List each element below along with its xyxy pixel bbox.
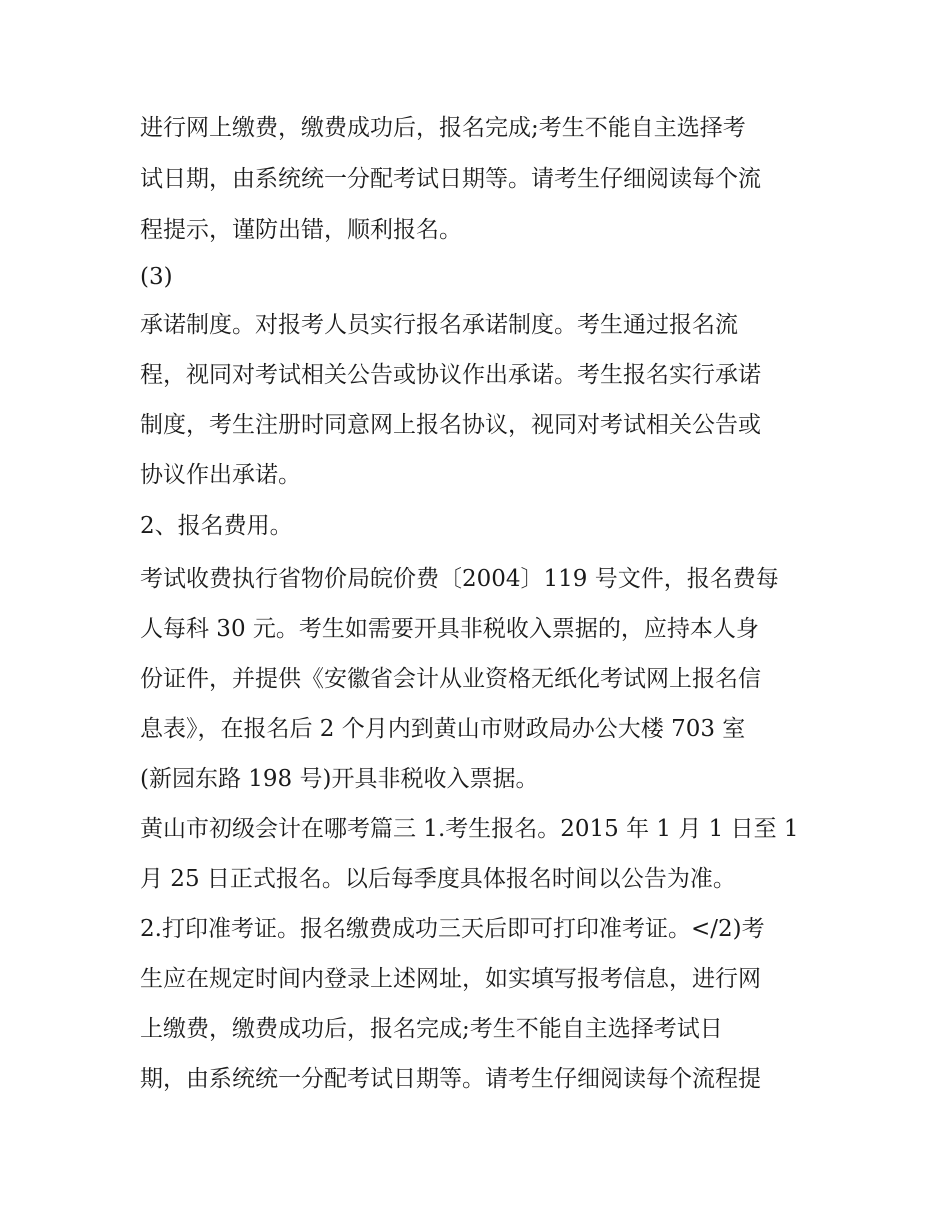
text-line: 程，视同对考试相关公告或协议作出承诺。考生报名实行承诺 [140,362,761,388]
text-line: 份证件，并提供《安徽省会计从业资格无纸化考试网上报名信 [140,666,761,692]
text-line: 承诺制度。对报考人员实行报名承诺制度。考生通过报名流 [140,312,738,338]
text-line: 黄山市初级会计在哪考篇三 1.考生报名。2015 年 1 月 1 日至 1 [140,816,799,842]
text-line: 2.打印准考证。报名缴费成功三天后即可打印准考证。</2)考 [140,916,765,942]
text-line: 2、报名费用。 [140,513,293,539]
text-line: 人每科 30 元。考生如需要开具非税收入票据的，应持本人身 [140,616,759,642]
text-line: 制度，考生注册时同意网上报名协议，视同对考试相关公告或 [140,412,761,438]
text-line: 息表》，在报名后 2 个月内到黄山市财政局办公大楼 703 室 [140,716,746,742]
text-line: 协议作出承诺。 [140,462,301,488]
text-line: 生应在规定时间内登录上述网址，如实填写报考信息，进行网 [140,966,761,992]
text-line: 试日期，由系统统一分配考试日期等。请考生仔细阅读每个流 [140,166,761,192]
text-line: 考试收费执行省物价局皖价费〔2004〕119 号文件，报名费每 [140,566,779,592]
text-line: 进行网上缴费，缴费成功后，报名完成;考生不能自主选择考 [140,115,746,141]
text-line: 月 25 日正式报名。以后每季度具体报名时间以公告为准。 [140,866,736,892]
text-line: (新园东路 198 号)开具非税收入票据。 [140,766,539,792]
text-line: (3) [140,264,173,290]
text-line: 程提示，谨防出错，顺利报名。 [140,217,462,243]
text-line: 期，由系统统一分配考试日期等。请考生仔细阅读每个流程提 [140,1066,761,1092]
text-line: 上缴费，缴费成功后，报名完成;考生不能自主选择考试日 [140,1016,723,1042]
